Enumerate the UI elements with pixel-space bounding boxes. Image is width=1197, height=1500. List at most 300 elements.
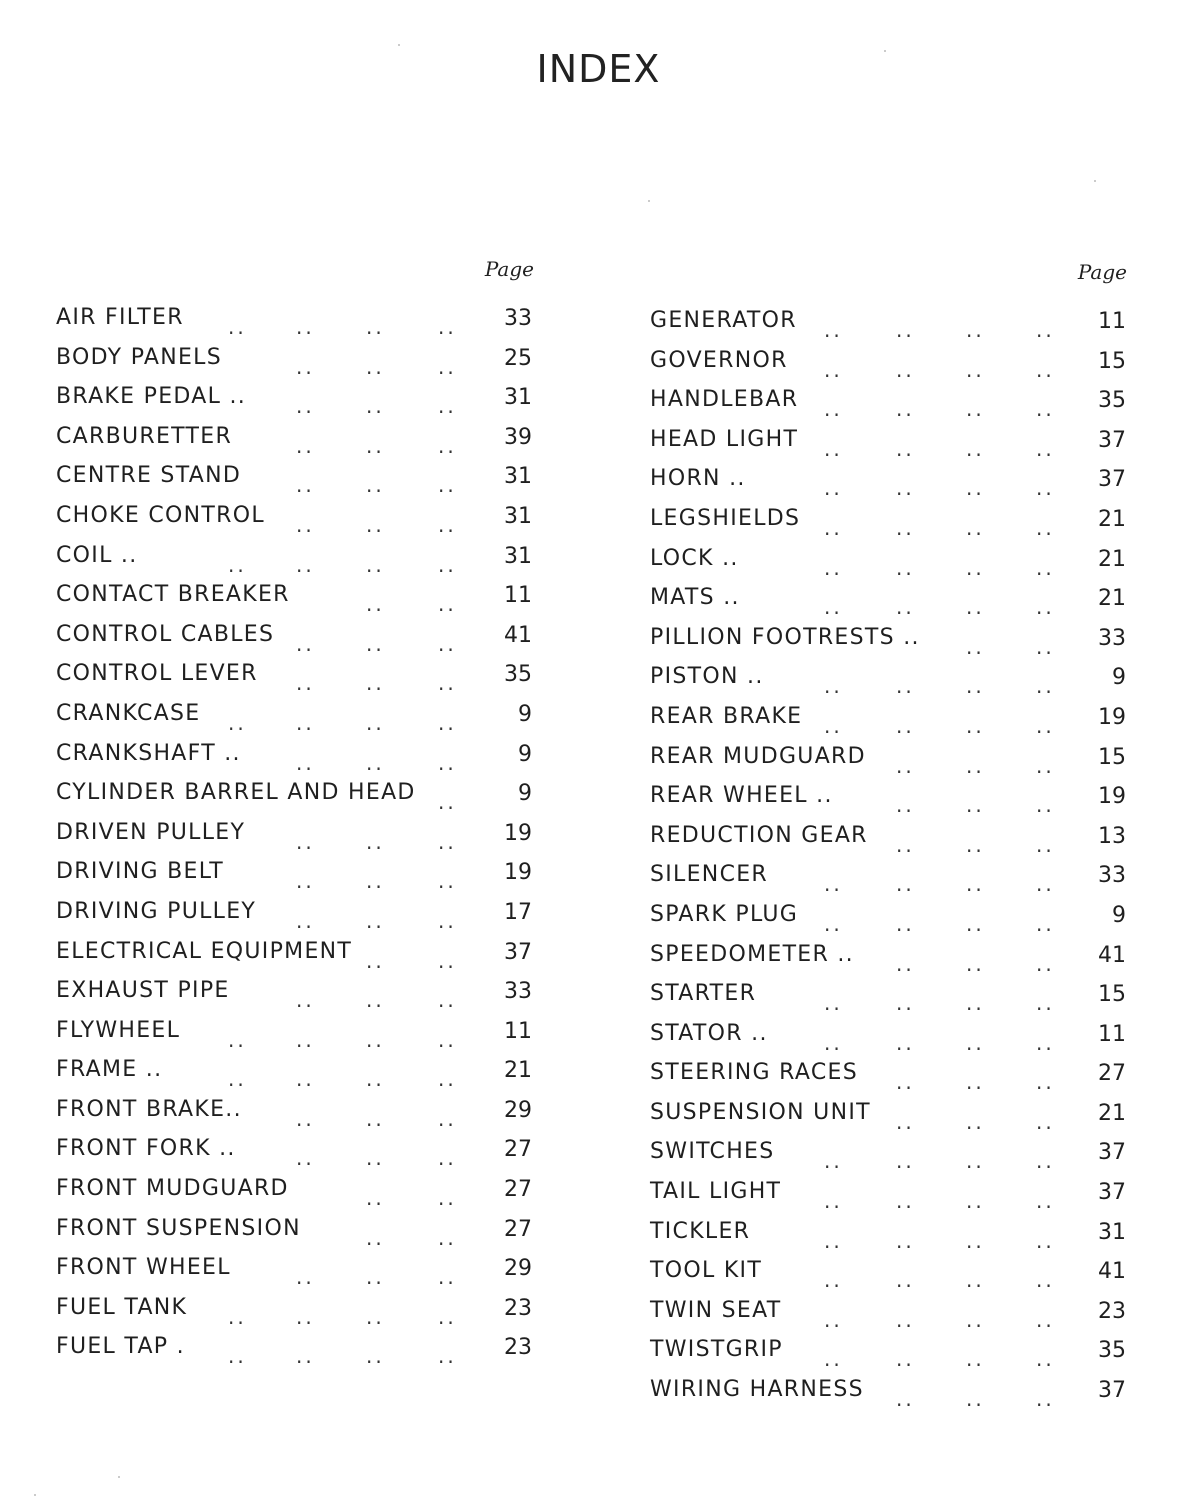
index-entry (650, 466, 1130, 506)
leader-dots: .. (438, 512, 457, 537)
index-entry (56, 899, 536, 939)
index-entry (56, 780, 536, 820)
leader-dots: .. (966, 832, 985, 857)
index-entry (650, 704, 1130, 744)
entry-label: FRAME .. (56, 1057, 163, 1083)
leader-dots: .. (296, 1146, 315, 1171)
leader-dots: .. (296, 710, 315, 735)
index-entry (56, 582, 536, 622)
leader-dots: .. (1036, 872, 1055, 897)
scan-speck (1094, 180, 1096, 182)
leader-dots: .. (896, 1387, 915, 1412)
index-entry (650, 427, 1130, 467)
leader-dots: .. (1036, 1070, 1055, 1095)
leader-dots: .. (1036, 318, 1055, 342)
leader-dots: .. (966, 634, 985, 659)
leader-dots: .. (1036, 674, 1055, 699)
entry-page-number: 11 (504, 1018, 532, 1044)
entry-label: BRAKE PEDAL .. (56, 384, 247, 410)
leader-dots: .. (966, 1387, 985, 1412)
leader-dots: .. (1036, 1307, 1055, 1332)
index-entry (650, 1100, 1130, 1140)
leader-dots: .. (1036, 832, 1055, 857)
leader-dots: .. (1036, 634, 1055, 659)
entry-page-number: 19 (504, 820, 532, 846)
leader-dots: .. (1036, 1109, 1055, 1134)
entry-page-number: 9 (518, 701, 532, 727)
index-entry (56, 384, 536, 424)
entry-page-number: 37 (504, 939, 532, 965)
entry-page-number: 37 (1098, 1378, 1126, 1404)
leader-dots: .. (366, 948, 385, 973)
index-entry (650, 387, 1130, 427)
index-entry (650, 348, 1130, 388)
index-entry (56, 1136, 536, 1176)
index-entries-right (650, 308, 1130, 1417)
entry-label: PISTON .. (650, 664, 764, 690)
leader-dots: .. (1036, 991, 1055, 1016)
leader-dots: .. (438, 1186, 457, 1211)
leader-dots: .. (366, 512, 385, 537)
index-entry (56, 978, 536, 1018)
scan-speck (648, 200, 650, 202)
entry-page-number: 21 (504, 1058, 532, 1084)
leader-dots: .. (296, 552, 315, 577)
entry-label: AIR FILTER (56, 305, 184, 330)
index-entry (650, 664, 1130, 704)
leader-dots: .. (366, 1265, 385, 1290)
index-entry (56, 424, 536, 464)
leader-dots: .. (1036, 1387, 1055, 1412)
entry-page-number: 11 (504, 583, 532, 609)
index-entry (56, 305, 536, 345)
leader-dots: .. (438, 552, 457, 577)
entry-label: MATS .. (650, 585, 740, 611)
entry-label: TAIL LIGHT (650, 1179, 782, 1205)
leader-dots: .. (896, 793, 915, 818)
entry-label: REDUCTION GEAR (650, 822, 868, 848)
leader-dots: .. (966, 357, 985, 382)
leader-dots: .. (1036, 555, 1055, 580)
leader-dots: .. (966, 753, 985, 778)
entry-page-number: 35 (1098, 388, 1126, 414)
entry-label: TOOL KIT (650, 1258, 763, 1284)
leader-dots: .. (438, 1106, 457, 1131)
leader-dots: .. (438, 592, 457, 617)
leader-dots: .. (824, 1030, 843, 1055)
leader-dots: .. (896, 1149, 915, 1174)
leader-dots: .. (296, 473, 315, 498)
leader-dots: .. (366, 552, 385, 577)
leader-dots: .. (966, 436, 985, 461)
entry-label: LEGSHIELDS (650, 505, 801, 531)
entry-label: CYLINDER BARREL AND HEAD (56, 780, 416, 806)
leader-dots: .. (296, 512, 315, 537)
leader-dots: .. (438, 354, 457, 379)
leader-dots: .. (1036, 1228, 1055, 1253)
index-entry (56, 1255, 536, 1295)
leader-dots: .. (366, 829, 385, 854)
entry-label: CONTROL CABLES (56, 621, 275, 647)
entry-page-number: 21 (1098, 506, 1126, 532)
leader-dots: .. (438, 1265, 457, 1290)
leader-dots: .. (966, 1189, 985, 1214)
leader-dots: .. (296, 988, 315, 1013)
entry-page-number: 41 (504, 622, 532, 648)
leader-dots: .. (366, 988, 385, 1013)
entry-page-number: 29 (504, 1256, 532, 1282)
index-entry (56, 820, 536, 860)
index-entry (650, 902, 1130, 942)
entry-label: REAR WHEEL .. (650, 783, 833, 809)
leader-dots: .. (824, 397, 843, 422)
leader-dots: .. (896, 753, 915, 778)
entry-page-number: 41 (1098, 942, 1126, 968)
index-entry (650, 1337, 1130, 1377)
index-entry (650, 783, 1130, 823)
entry-label: TWISTGRIP (650, 1337, 783, 1363)
index-entries-left (56, 305, 536, 1374)
index-entry (56, 701, 536, 741)
entry-label: REAR BRAKE (650, 703, 803, 729)
leader-dots: .. (438, 1225, 457, 1250)
leader-dots: .. (296, 315, 315, 339)
leader-dots: .. (296, 1304, 315, 1329)
entry-page-number: 23 (504, 1295, 532, 1321)
entry-label: CONTROL LEVER (56, 661, 258, 687)
leader-dots: .. (896, 951, 915, 976)
leader-dots: .. (296, 354, 315, 379)
entry-page-number: 35 (504, 662, 532, 688)
leader-dots: .. (824, 595, 843, 620)
entry-page-number: 33 (1098, 863, 1126, 889)
entry-page-number: 37 (1098, 1180, 1126, 1206)
leader-dots: .. (438, 829, 457, 854)
leader-dots: .. (366, 473, 385, 498)
leader-dots: .. (366, 592, 385, 617)
index-entry (650, 981, 1130, 1021)
leader-dots: .. (966, 991, 985, 1016)
leader-dots: .. (966, 1307, 985, 1332)
leader-dots: .. (896, 674, 915, 699)
entry-page-number: 25 (504, 345, 532, 371)
entry-page-number: 19 (504, 860, 532, 886)
entry-label: HORN .. (650, 466, 746, 492)
leader-dots: .. (896, 1189, 915, 1214)
entry-label: FLYWHEEL (56, 1017, 181, 1043)
leader-dots: .. (228, 710, 247, 735)
leader-dots: .. (966, 1109, 985, 1134)
entry-page-number: 33 (504, 306, 532, 331)
entry-label: CHOKE CONTROL (56, 502, 265, 528)
leader-dots: .. (296, 1067, 315, 1092)
index-entry (56, 1176, 536, 1216)
entry-page-number: 23 (1098, 1298, 1126, 1324)
entry-page-number: 27 (504, 1177, 532, 1203)
leader-dots: .. (228, 1067, 247, 1092)
leader-dots: .. (824, 991, 843, 1016)
leader-dots: .. (366, 750, 385, 775)
entry-label: CONTACT BREAKER (56, 582, 290, 608)
index-entry (56, 463, 536, 503)
leader-dots: .. (966, 1347, 985, 1372)
entry-label: BODY PANELS (56, 344, 222, 370)
leader-dots: .. (966, 872, 985, 897)
entry-label: SWITCHES (650, 1139, 775, 1165)
leader-dots: .. (296, 1344, 315, 1369)
entry-label: DRIVING PULLEY (56, 898, 257, 924)
entry-page-number: 33 (504, 979, 532, 1005)
index-entry (56, 1097, 536, 1137)
entry-page-number: 39 (504, 424, 532, 450)
index-entry (650, 1179, 1130, 1219)
entry-page-number: 37 (1098, 1140, 1126, 1166)
entry-label: FUEL TANK (56, 1294, 188, 1320)
leader-dots: .. (438, 869, 457, 894)
index-entry (650, 1219, 1130, 1259)
leader-dots: .. (896, 397, 915, 422)
entry-page-number: 15 (1098, 982, 1126, 1008)
leader-dots: .. (966, 1268, 985, 1293)
leader-dots: .. (966, 595, 985, 620)
entry-label: STATOR .. (650, 1020, 768, 1046)
entry-page-number: 29 (504, 1097, 532, 1123)
leader-dots: .. (438, 1067, 457, 1092)
leader-dots: .. (438, 433, 457, 458)
leader-dots: .. (366, 315, 385, 339)
index-entry (650, 625, 1130, 665)
leader-dots: .. (966, 793, 985, 818)
index-entry (650, 1258, 1130, 1298)
leader-dots: .. (296, 433, 315, 458)
index-entry (650, 942, 1130, 982)
leader-dots: .. (896, 872, 915, 897)
leader-dots: .. (366, 1186, 385, 1211)
leader-dots: .. (1036, 1347, 1055, 1372)
leader-dots: .. (438, 948, 457, 973)
index-entry (56, 1216, 536, 1256)
scan-speck (398, 44, 400, 46)
leader-dots: .. (896, 1070, 915, 1095)
entry-label: TWIN SEAT (650, 1297, 782, 1323)
index-entry (650, 506, 1130, 546)
entry-page-number: 9 (1112, 902, 1126, 928)
leader-dots: .. (296, 1027, 315, 1052)
entry-label: WIRING HARNESS (650, 1377, 864, 1403)
leader-dots: .. (896, 1268, 915, 1293)
leader-dots: .. (1036, 1189, 1055, 1214)
entry-page-number: 15 (1098, 744, 1126, 770)
leader-dots: .. (366, 908, 385, 933)
entry-label: FRONT SUSPENSION (56, 1215, 301, 1241)
leader-dots: .. (966, 674, 985, 699)
entry-label: COIL .. (56, 542, 138, 568)
entry-page-number: 31 (504, 503, 532, 529)
entry-label: FRONT BRAKE.. (56, 1096, 242, 1122)
leader-dots: .. (824, 318, 843, 342)
leader-dots: .. (1036, 713, 1055, 738)
leader-dots: .. (896, 555, 915, 580)
index-entry (650, 585, 1130, 625)
index-entry (56, 741, 536, 781)
page-title: INDEX (536, 47, 661, 92)
leader-dots: .. (366, 671, 385, 696)
entry-page-number: 11 (1098, 1021, 1126, 1047)
entry-page-number: 31 (504, 543, 532, 569)
leader-dots: .. (438, 710, 457, 735)
index-entry (56, 1057, 536, 1097)
entry-page-number: 27 (1098, 1061, 1126, 1087)
leader-dots: .. (438, 315, 457, 339)
entry-label: FRONT WHEEL (56, 1255, 231, 1281)
entry-label: HANDLEBAR (650, 387, 799, 413)
page-column-header: Page (1077, 260, 1127, 284)
index-entry (650, 744, 1130, 784)
entry-page-number: 23 (504, 1335, 532, 1361)
entry-label: LOCK .. (650, 545, 739, 571)
leader-dots: .. (966, 476, 985, 501)
leader-dots: .. (966, 1070, 985, 1095)
leader-dots: .. (228, 315, 247, 339)
leader-dots: .. (296, 631, 315, 656)
scan-speck (118, 1476, 120, 1478)
leader-dots: .. (438, 1304, 457, 1329)
index-entry (56, 503, 536, 543)
leader-dots: .. (438, 671, 457, 696)
leader-dots: .. (366, 354, 385, 379)
entry-page-number: 13 (1098, 823, 1126, 849)
leader-dots: .. (1036, 1030, 1055, 1055)
entry-page-number: 17 (504, 899, 532, 925)
entry-label: DRIVEN PULLEY (56, 819, 246, 845)
index-entry (56, 859, 536, 899)
index-entry (56, 345, 536, 385)
leader-dots: .. (824, 1149, 843, 1174)
entry-label: GENERATOR (650, 308, 797, 333)
leader-dots: .. (896, 911, 915, 936)
entry-label: REAR MUDGUARD (650, 743, 866, 769)
leader-dots: .. (824, 872, 843, 897)
leader-dots: .. (824, 713, 843, 738)
entry-page-number: 15 (1098, 348, 1126, 374)
entry-label: DRIVING BELT (56, 859, 225, 885)
leader-dots: .. (1036, 793, 1055, 818)
scan-speck (34, 1494, 36, 1496)
index-entry (650, 1139, 1130, 1179)
index-entry (650, 862, 1130, 902)
entry-label: SPARK PLUG (650, 901, 799, 927)
leader-dots: .. (896, 1228, 915, 1253)
entry-page-number: 9 (518, 781, 532, 807)
index-entry (56, 622, 536, 662)
leader-dots: .. (896, 1307, 915, 1332)
leader-dots: .. (824, 357, 843, 382)
leader-dots: .. (824, 1347, 843, 1372)
leader-dots: .. (896, 1030, 915, 1055)
leader-dots: .. (1036, 595, 1055, 620)
leader-dots: .. (966, 515, 985, 540)
leader-dots: .. (824, 674, 843, 699)
scan-speck (884, 50, 886, 52)
leader-dots: .. (824, 1228, 843, 1253)
leader-dots: .. (366, 1067, 385, 1092)
leader-dots: .. (966, 1030, 985, 1055)
entry-page-number: 19 (1098, 704, 1126, 730)
leader-dots: .. (228, 1304, 247, 1329)
entry-label: CRANKCASE (56, 700, 201, 726)
leader-dots: .. (1036, 1268, 1055, 1293)
leader-dots: .. (824, 1268, 843, 1293)
entry-label: SILENCER (650, 862, 769, 888)
leader-dots: .. (966, 397, 985, 422)
leader-dots: .. (1036, 911, 1055, 936)
entry-page-number: 33 (1098, 625, 1126, 651)
leader-dots: .. (296, 394, 315, 419)
leader-dots: .. (1036, 951, 1055, 976)
index-entry (650, 1060, 1130, 1100)
leader-dots: .. (296, 1265, 315, 1290)
leader-dots: .. (824, 476, 843, 501)
leader-dots: .. (1036, 436, 1055, 461)
leader-dots: .. (824, 555, 843, 580)
leader-dots: .. (366, 631, 385, 656)
leader-dots: .. (896, 832, 915, 857)
leader-dots: .. (228, 1027, 247, 1052)
entry-label: PILLION FOOTRESTS .. (650, 624, 920, 650)
entry-label: CARBURETTER (56, 423, 233, 449)
index-entry (650, 823, 1130, 863)
entry-label: TICKLER (650, 1218, 751, 1244)
leader-dots: .. (896, 595, 915, 620)
entry-page-number: 9 (518, 741, 532, 767)
index-entry (56, 1334, 536, 1374)
leader-dots: .. (366, 394, 385, 419)
leader-dots: .. (296, 750, 315, 775)
entry-page-number: 21 (1098, 586, 1126, 612)
entry-page-number: 41 (1098, 1259, 1126, 1285)
entry-label: FRONT MUDGUARD (56, 1176, 289, 1202)
leader-dots: .. (1036, 515, 1055, 540)
entry-page-number: 35 (1098, 1338, 1126, 1364)
leader-dots: .. (366, 710, 385, 735)
index-entry (650, 1298, 1130, 1338)
leader-dots: .. (296, 829, 315, 854)
index-entry (650, 1021, 1130, 1061)
leader-dots: .. (896, 713, 915, 738)
entry-page-number: 31 (504, 385, 532, 411)
entry-page-number: 21 (1098, 1100, 1126, 1126)
leader-dots: .. (1036, 753, 1055, 778)
leader-dots: .. (1036, 476, 1055, 501)
leader-dots: .. (438, 631, 457, 656)
entry-label: ELECTRICAL EQUIPMENT (56, 938, 353, 964)
leader-dots: .. (966, 318, 985, 342)
entry-label: CRANKSHAFT .. (56, 740, 241, 766)
leader-dots: .. (824, 1189, 843, 1214)
leader-dots: .. (438, 908, 457, 933)
leader-dots: .. (438, 1027, 457, 1052)
leader-dots: .. (366, 1146, 385, 1171)
leader-dots: .. (966, 911, 985, 936)
index-entry (650, 308, 1130, 348)
index-entry (56, 1018, 536, 1058)
entry-page-number: 27 (504, 1137, 532, 1163)
leader-dots: .. (366, 1027, 385, 1052)
index-entry (56, 939, 536, 979)
leader-dots: .. (228, 1344, 247, 1369)
leader-dots: .. (1036, 1149, 1055, 1174)
index-entry (56, 543, 536, 583)
